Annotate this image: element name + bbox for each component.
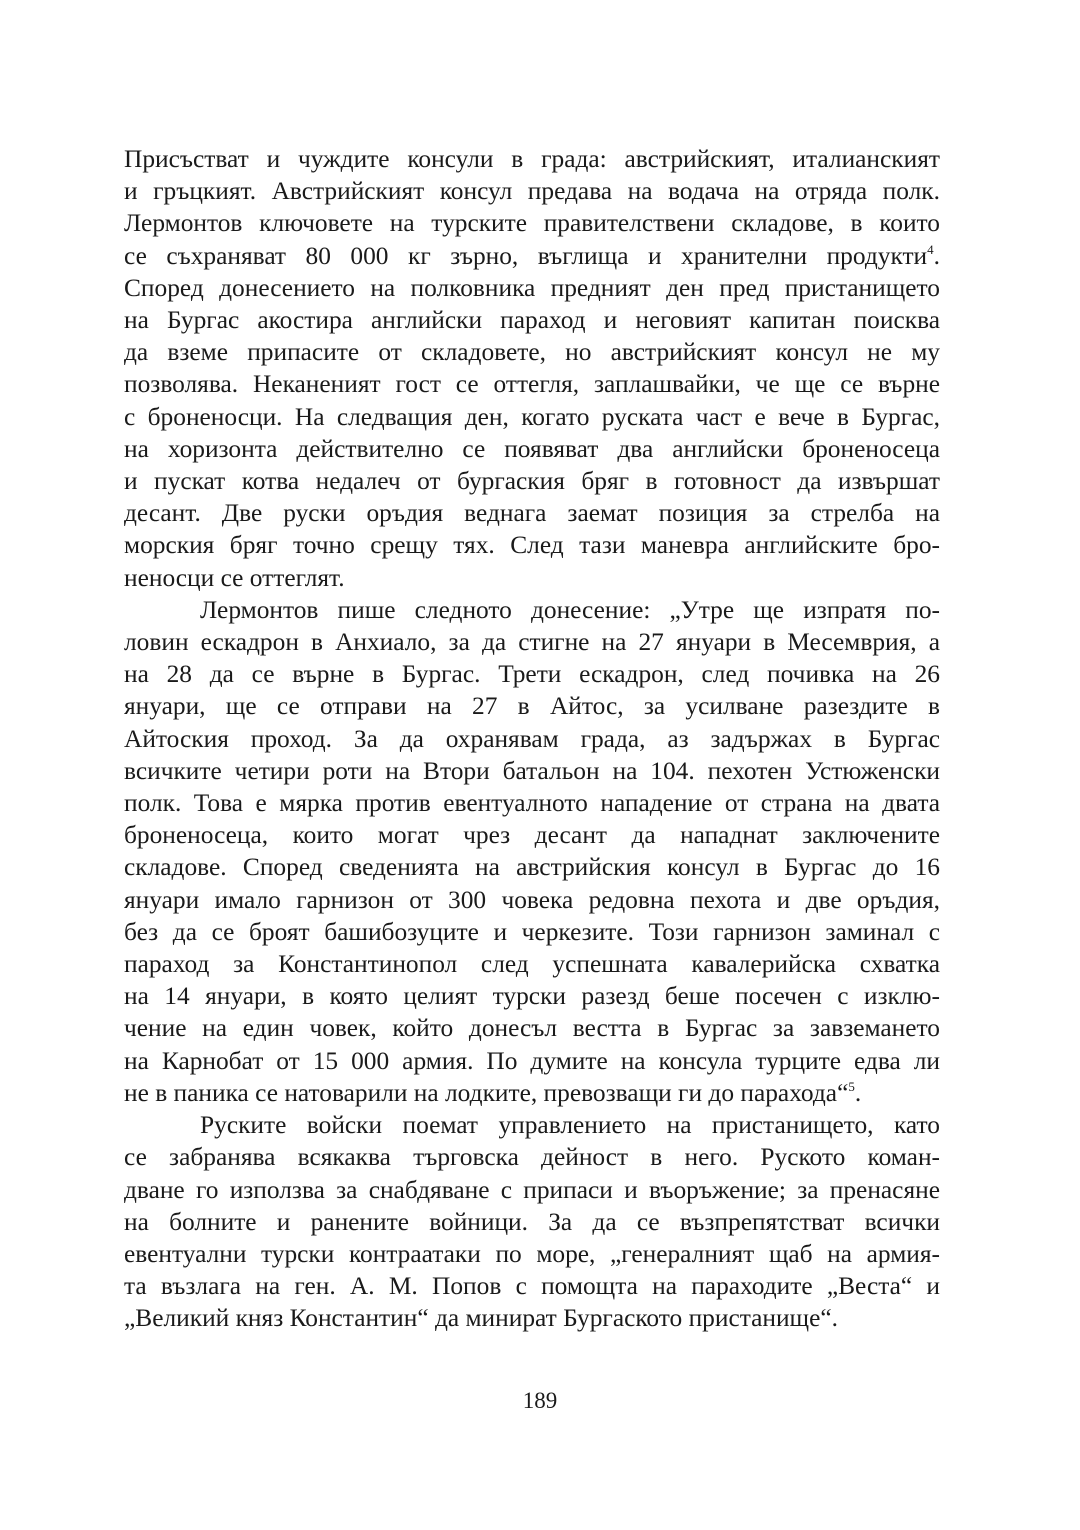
text-line xyxy=(124,948,940,980)
text-line xyxy=(124,304,940,336)
line-text: на Карнобат от 15 000 армия. По думите на консула турците едва ли xyxy=(124,1046,940,1075)
paragraph xyxy=(124,1109,940,1334)
text-line xyxy=(124,658,940,690)
text-line xyxy=(124,1238,940,1270)
text-line xyxy=(124,690,940,722)
page-number: 189 xyxy=(522,1388,558,1413)
line-text: и гръцкият. Австрийският консул предава на водача на отряда полк. xyxy=(124,177,940,206)
line-text: евентуални турски контраатаки по море, „генералният щаб на армия- xyxy=(124,1239,940,1268)
text-line xyxy=(124,143,940,175)
text-line xyxy=(124,433,940,465)
text-line xyxy=(124,1141,940,1173)
text-line xyxy=(124,851,940,883)
line-text: се съхраняват 80 000 кг зърно, въглища и хранителни продукти xyxy=(124,241,928,270)
text-line xyxy=(124,626,940,658)
line-text: да вземе припасите от складовете, но австрийският консул не му xyxy=(124,338,940,367)
line-text: „Великий княз Константин“ да минират Бургаското пристанище“. xyxy=(124,1304,838,1333)
line-text: на 14 януари, в която целият турски разезд беше посечен с изклю- xyxy=(124,982,940,1011)
line-text: се забранява всякаква търговска дейност в него. Руското коман- xyxy=(124,1143,940,1172)
line-text: ловин ескадрон в Анхиало, за да стигне на 27 януари в Месемврия, а xyxy=(124,628,940,657)
line-text: складове. Според сведенията на австрийския консул в Бургас до 16 xyxy=(124,853,940,882)
text-line xyxy=(124,272,940,304)
text-line xyxy=(124,562,940,594)
text-line xyxy=(124,755,940,787)
line-text: полк. Това е мярка против евентуалното нападение от страна на двата xyxy=(124,789,940,818)
text-line xyxy=(124,819,940,851)
text-line xyxy=(124,1012,940,1044)
trailing-punctuation: . xyxy=(854,1078,862,1107)
line-text: с броненосци. На следващия ден, когато руската част е вече в Бургас, xyxy=(124,402,940,431)
text-line xyxy=(124,336,940,368)
line-text: Присъстват и чуждите консули в града: австрийският, италианският xyxy=(124,145,940,173)
line-text: Руските войски поемат управлението на пристанището, като xyxy=(200,1111,940,1140)
text-line xyxy=(124,1270,940,1302)
text-line xyxy=(124,723,940,755)
text-line xyxy=(124,980,940,1012)
text-line xyxy=(124,529,940,561)
line-text: та възлага на ген. А. М. Попов с помощта на параходите „Веста“ и xyxy=(124,1272,940,1301)
text-line xyxy=(124,1302,940,1334)
line-text: позволява. Неканеният гост се оттегля, заплашвайки, че ще се върне xyxy=(124,370,940,399)
text-line xyxy=(124,1045,940,1077)
line-text: неносци се оттеглят. xyxy=(124,563,345,592)
line-text: януари, ще се отправи на 27 в Айтос, за усилване разездите в xyxy=(124,692,940,721)
text-line xyxy=(124,1109,940,1141)
line-text: на болните и ранените войници. За да се възпрепятстват всички xyxy=(124,1207,940,1236)
text-line xyxy=(124,401,940,433)
paragraph xyxy=(124,143,940,594)
text-line xyxy=(124,916,940,948)
line-text: параход за Константинопол след успешната кавалерийска схватка xyxy=(124,950,940,979)
text-line xyxy=(124,465,940,497)
line-text: броненосеца, които могат чрез десант да нападнат заключените xyxy=(124,821,940,850)
line-text: на 28 да се върне в Бургас. Трети ескадрон, след почивка на 26 xyxy=(124,660,940,689)
text-line xyxy=(124,1174,940,1206)
line-text: Лермонтов пише следното донесение: „Утре ще изпратя по- xyxy=(200,595,940,624)
line-text: на Бургас акостира английски параход и неговият капитан поисква xyxy=(124,306,940,335)
text-line xyxy=(124,1077,940,1109)
footnote-marker[interactable]: 5 xyxy=(848,1078,855,1094)
line-text: без да се броят башибозуците и черкезите. Този гарнизон заминал с xyxy=(124,917,940,946)
line-text: дване го използва за снабдяване с припаси и въоръжение; за пренасяне xyxy=(124,1175,940,1204)
line-text: Айтоския проход. За да охранявам града, аз задържах в Бургас xyxy=(124,724,940,753)
line-text: всичките четири роти на Втори батальон на 104. пехотен Устюженски xyxy=(124,756,940,785)
text-line xyxy=(124,497,940,529)
text-line xyxy=(124,594,940,626)
trailing-punctuation: . xyxy=(933,241,940,270)
text-line xyxy=(124,207,940,239)
line-text: на хоризонта действително се появяват два английски броненосеца xyxy=(124,434,940,463)
line-text: чение на един човек, който донесъл вестта в Бургас за завземането xyxy=(124,1014,940,1043)
text-line xyxy=(124,240,940,272)
footnote-marker[interactable]: 4 xyxy=(927,241,934,257)
line-text: Лермонтов ключовете на турските правителствени складове, в които xyxy=(124,209,940,238)
paragraph xyxy=(124,594,940,1109)
line-text: десант. Две руски оръдия веднага заемат позиция за стрелба на xyxy=(124,499,940,528)
body-text xyxy=(124,143,940,1335)
line-text: не в паника се натоварили на лодките, превозващи ги до парахода“ xyxy=(124,1078,849,1107)
text-line xyxy=(124,175,940,207)
line-text: и пускат котва недалеч от бургаския бряг в готовност да извършат xyxy=(124,467,940,496)
line-text: Според донесението на полковника предният ден пред пристанището xyxy=(124,273,940,302)
text-line xyxy=(124,787,940,819)
text-line xyxy=(124,884,940,916)
line-text: морския бряг точно срещу тях. След тази маневра английските бро- xyxy=(124,531,940,560)
text-line xyxy=(124,1206,940,1238)
line-text: януари имало гарнизон от 300 човека редовна пехота и две оръдия, xyxy=(124,885,940,914)
text-line xyxy=(124,368,940,400)
